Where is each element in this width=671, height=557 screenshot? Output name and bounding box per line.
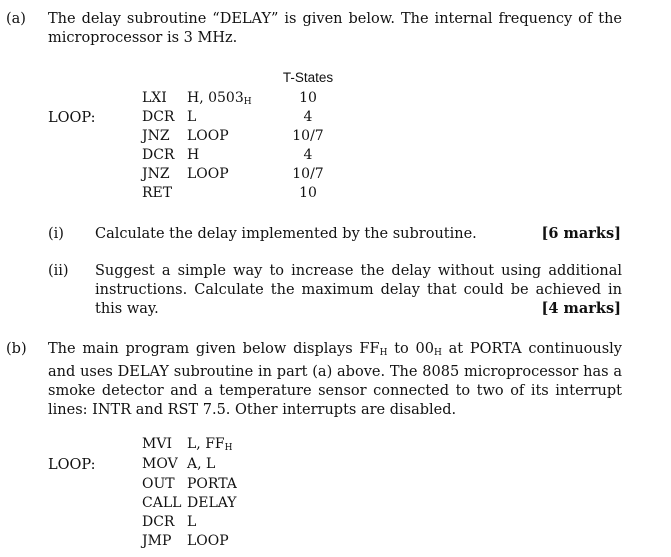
code-line: DCR [142,147,175,163]
code-line: JNZ [142,128,170,144]
code-arg: L [187,109,197,125]
code-arg: L, $FF_H$ [187,436,233,453]
code-line: OUT [142,476,175,492]
part-a-intro: The delay subroutine “DELAY” is given below. The internal frequency of the microprocessor is 3 MHz. [48,11,622,46]
code-arg: H [187,147,200,163]
code-line: RET [142,185,173,201]
part-b-text: The main program given below displays $FF_H$ to $00_H$ at PORTA continuously and uses DELAY subroutine in part (a) above. The 8085 microprocessor has a smoke detector and a temperature sensor connected to two of its interrupt lines: INTR and RST 7.5. Other interrupts are disabled. [48,341,622,418]
tstate-value: 10/7 [292,166,324,182]
code-arg: LOOP [187,533,229,549]
loop-label-a: LOOP: [48,110,96,126]
code-arg: LOOP [187,166,229,182]
part-b-label: (b) [6,341,27,357]
code-line: MOV [142,456,178,472]
loop-label-b: LOOP: [48,457,96,473]
question-ii-marks: [4 marks] [541,300,621,317]
code-line: JMP [142,533,172,549]
code-line: DCR [142,514,175,530]
code-arg: L [187,514,197,530]
tstate-value: 10 [299,185,317,201]
tstates-header: T-States [282,70,334,85]
question-ii-number: (ii) [48,263,69,279]
tstate-value: 4 [303,147,313,163]
code-arg: DELAY [187,495,237,511]
part-a-label: (a) [6,11,26,27]
question-i-marks: [6 marks] [541,225,621,242]
code-arg: LOOP [187,128,229,144]
code-line: DCR [142,109,175,125]
tstate-value: 10/7 [292,128,324,144]
code-arg: H, $0503_H$ [187,90,252,107]
code-line: MVI [142,436,172,452]
tstate-value: 10 [299,90,317,106]
tstate-value: 4 [303,109,313,125]
code-line: JNZ [142,166,170,182]
question-i-text: Calculate the delay implemented by the subroutine. [95,226,477,242]
question-i-number: (i) [48,226,64,242]
code-arg: PORTA [187,476,237,492]
code-arg: A, L [187,456,216,472]
question-ii-text: Suggest a simple way to increase the delay without using additional instructions. Calculate the maximum delay that could be achieved in this way. [95,263,622,317]
code-line: LXI [142,90,167,106]
code-line: CALL [142,495,182,511]
